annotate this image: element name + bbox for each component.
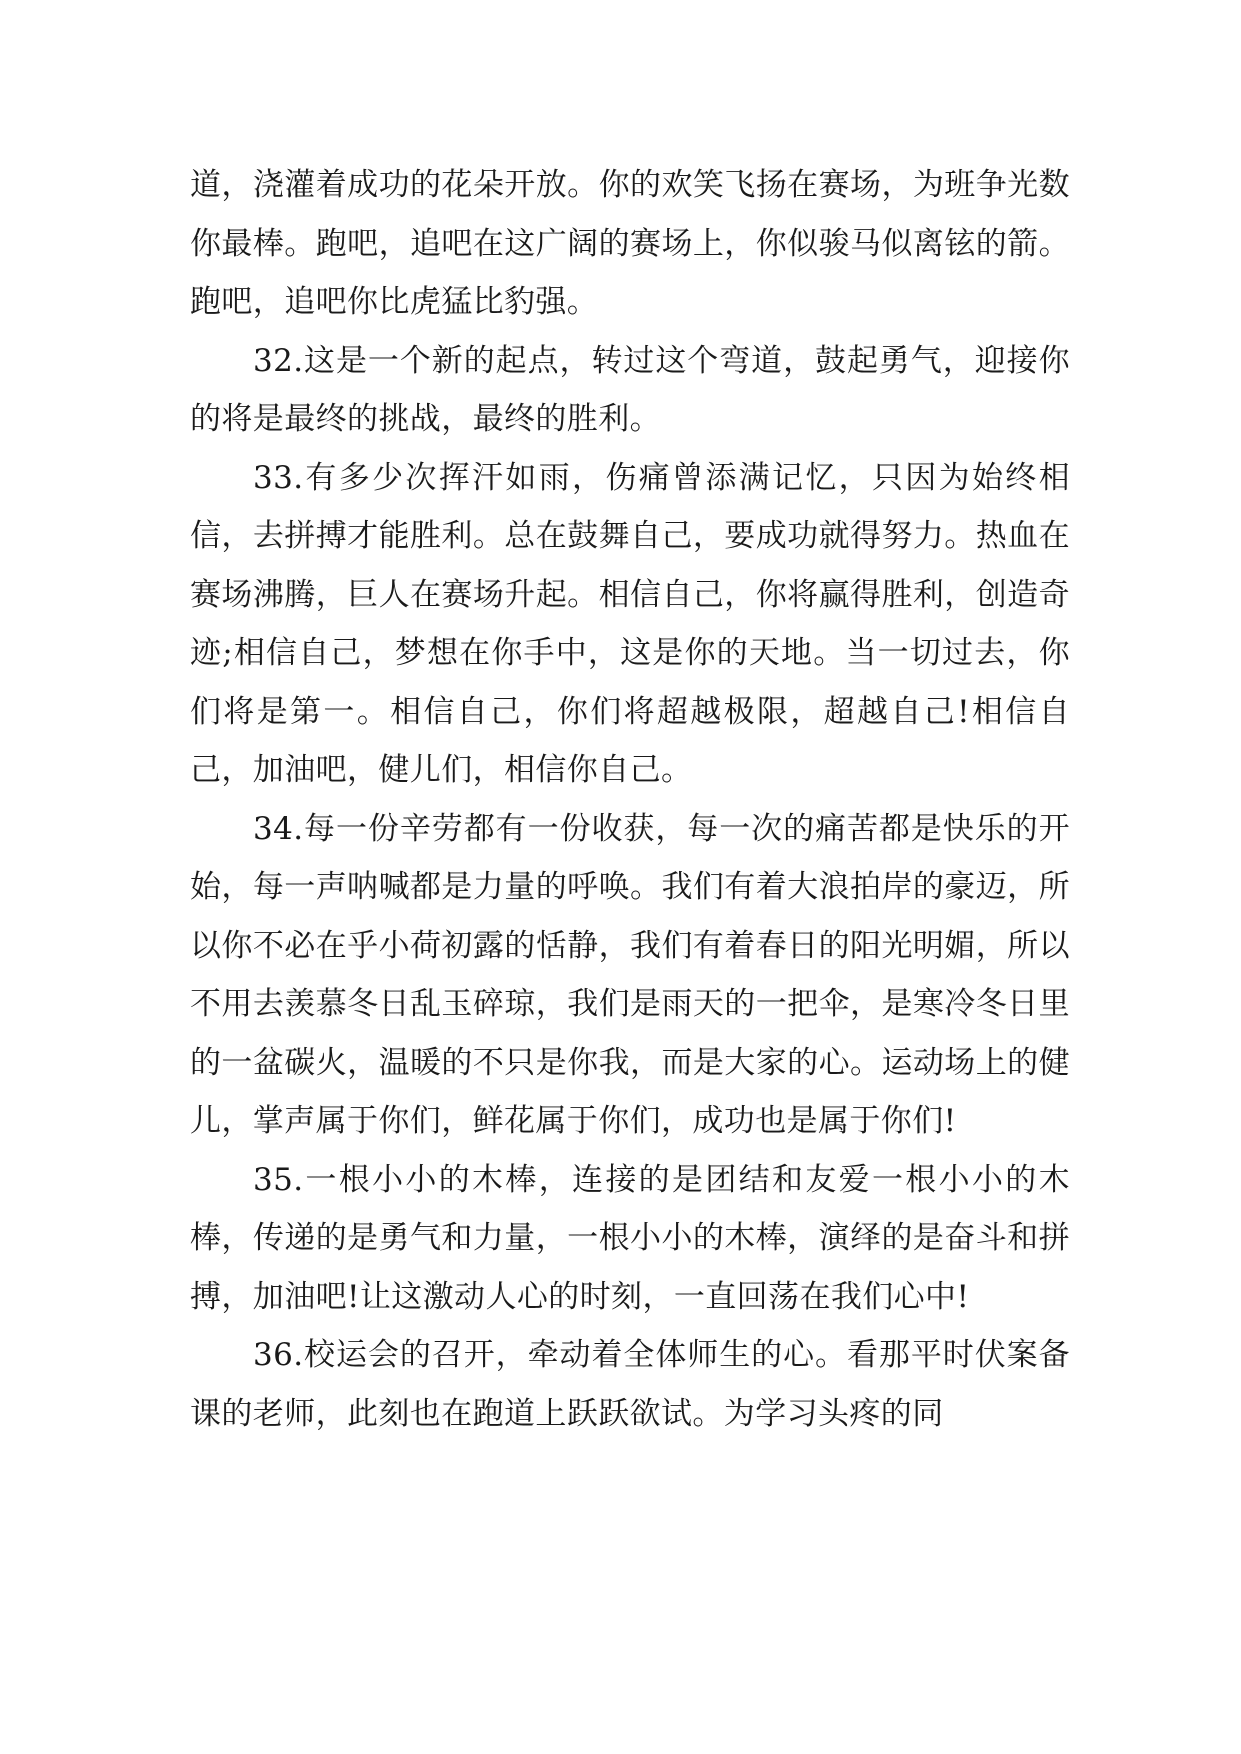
paragraph-31-continued: 道，浇灌着成功的花朵开放。你的欢笑飞扬在赛场，为班争光数你最棒。跑吧，追吧在这广阔的赛场上，你似骏马似离铉的箭。跑吧，追吧你比虎猛比豹强。 — [190, 167, 1070, 320]
paragraph-34: 34.每一份辛劳都有一份收获，每一次的痛苦都是快乐的开始，每一声呐喊都是力量的呼唤。我们有着大浪拍岸的豪迈，所以你不必在乎小荷初露的恬静，我们有着春日的阳光明媚，所以不用去羡慕冬日乱玉碎琼，我们是雨天的一把伞，是寒冷冬日里的一盆碳火，温暖的不只是你我，而是大家的心。运动场上的健儿，掌声属于你们，鲜花属于你们，成功也是属于你们! — [190, 810, 1070, 1139]
paragraph-32: 32.这是一个新的起点，转过这个弯道，鼓起勇气，迎接你的将是最终的挑战，最终的胜利。 — [190, 342, 1070, 437]
paragraph-36: 36.校运会的召开，牵动着全体师生的心。看那平时伏案备课的老师，此刻也在跑道上跃跃欲试。为学习头疼的同 — [190, 1337, 1070, 1432]
paragraph-33: 33.有多少次挥汗如雨，伤痛曾添满记忆，只因为始终相信，去拼搏才能胜利。总在鼓舞自己，要成功就得努力。热血在赛场沸腾，巨人在赛场升起。相信自己，你将赢得胜利，创造奇迹;相信自己，梦想在你手中，这是你的天地。当一切过去，你们将是第一。相信自己，你们将超越极限，超越自己!相信自己，加油吧，健儿们，相信你自己。 — [190, 459, 1070, 788]
document-body — [190, 156, 1070, 1443]
paragraph-35: 35.一根小小的木棒，连接的是团结和友爱一根小小的木棒，传递的是勇气和力量，一根小小的木棒，演绎的是奋斗和拼搏，加油吧!让这激动人心的时刻，一直回荡在我们心中! — [190, 1161, 1070, 1315]
